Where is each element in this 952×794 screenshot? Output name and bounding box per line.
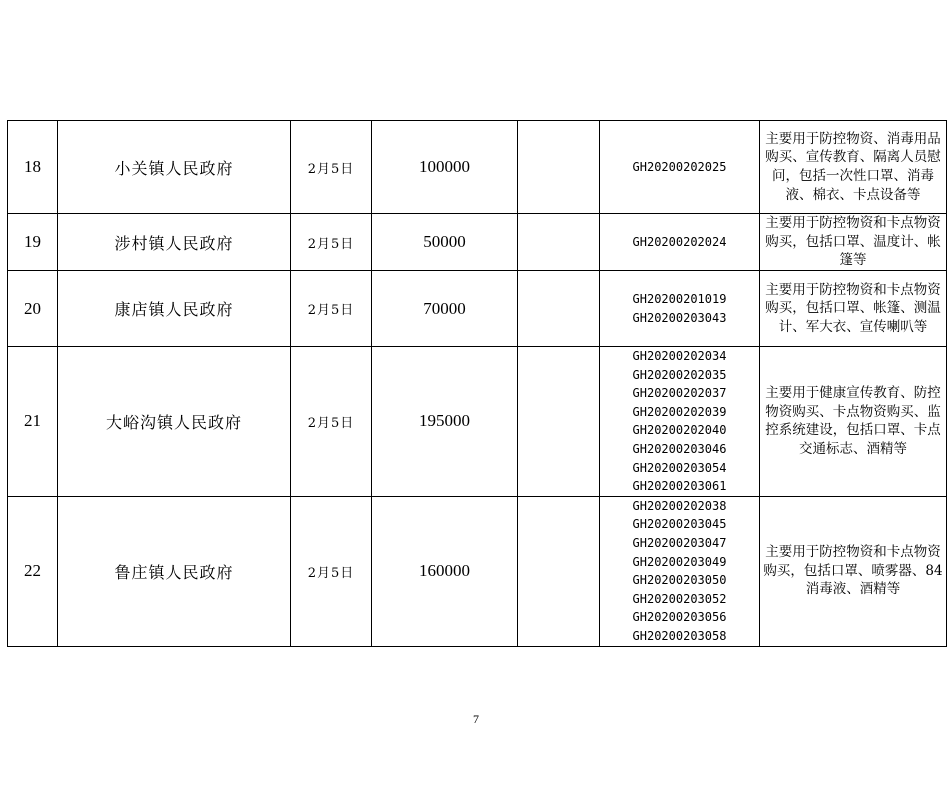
code-entry: GH20200202035 — [632, 367, 727, 382]
amount-cell: 100000 — [372, 121, 518, 214]
row-number: 19 — [8, 214, 58, 271]
table-row — [8, 496, 947, 646]
blank-cell — [518, 271, 600, 347]
table-row — [8, 347, 947, 497]
amount-cell: 50000 — [372, 214, 518, 271]
code-entry: GH20200203054 — [632, 460, 727, 475]
code-entry: GH20200203047 — [632, 535, 727, 550]
date-cell: 2月5日 — [291, 214, 372, 271]
code-cell — [600, 496, 760, 646]
table-row — [8, 271, 947, 347]
row-number: 18 — [8, 121, 58, 214]
unit-name: 小关镇人民政府 — [58, 121, 291, 214]
code-entry: GH20200203058 — [632, 628, 727, 643]
date-cell: 2月5日 — [291, 121, 372, 214]
code-entry: GH20200203050 — [632, 573, 727, 588]
unit-name: 鲁庄镇人民政府 — [58, 496, 291, 646]
table-row — [8, 121, 947, 214]
blank-cell — [518, 347, 600, 497]
blank-cell — [518, 214, 600, 271]
code-entry: GH20200203056 — [632, 610, 727, 625]
code-cell — [600, 271, 760, 347]
date-cell: 2月5日 — [291, 347, 372, 497]
code-entry: GH20200202038 — [632, 498, 727, 513]
date-cell: 2月5日 — [291, 271, 372, 347]
amount-cell: 160000 — [372, 496, 518, 646]
usage-note: 主要用于防控物资和卡点物资购买，包括口罩、帐篷、测温计、军大衣、宣传喇叭等 — [760, 271, 947, 347]
usage-note: 主要用于防控物资和卡点物资购买，包括口罩、温度计、帐篷等 — [760, 214, 947, 271]
usage-note: 主要用于防控物资、消毒用品购买、宣传教育、隔离人员慰问，包括一次性口罩、消毒液、棉衣、卡点设备等 — [760, 121, 947, 214]
code-cell — [600, 121, 760, 214]
amount-cell: 70000 — [372, 271, 518, 347]
code-entry: GH20200203043 — [632, 310, 727, 325]
usage-note: 主要用于防控物资和卡点物资购买，包括口罩、喷雾器、84消毒液、酒精等 — [760, 496, 947, 646]
amount-cell: 195000 — [372, 347, 518, 497]
row-number: 22 — [8, 496, 58, 646]
unit-name: 康店镇人民政府 — [58, 271, 291, 347]
allocation-table — [7, 120, 947, 647]
code-entry: GH20200202040 — [632, 423, 727, 438]
code-entry: GH20200203052 — [632, 591, 727, 606]
code-cell — [600, 214, 760, 271]
blank-cell — [518, 496, 600, 646]
code-entry: GH20200203049 — [632, 554, 727, 569]
code-entry: GH20200203045 — [632, 517, 727, 532]
blank-cell — [518, 121, 600, 214]
code-entry: GH20200203061 — [632, 479, 727, 494]
code-entry: GH20200203046 — [632, 441, 727, 456]
row-number: 20 — [8, 271, 58, 347]
row-number: 21 — [8, 347, 58, 497]
unit-name: 涉村镇人民政府 — [58, 214, 291, 271]
unit-name: 大峪沟镇人民政府 — [58, 347, 291, 497]
code-entry: GH20200202025 — [632, 159, 727, 174]
date-cell: 2月5日 — [291, 496, 372, 646]
usage-note: 主要用于健康宣传教育、防控物资购买、卡点物资购买、监控系统建设，包括口罩、卡点交通标志、酒精等 — [760, 347, 947, 497]
code-entry: GH20200202039 — [632, 404, 727, 419]
code-entry: GH20200202034 — [632, 349, 727, 363]
code-entry: GH20200202037 — [632, 386, 727, 401]
code-entry: GH20200201019 — [632, 291, 727, 306]
page-number: 7 — [473, 712, 479, 726]
table-row — [8, 214, 947, 271]
code-entry: GH20200202024 — [632, 234, 727, 249]
code-cell — [600, 347, 760, 497]
